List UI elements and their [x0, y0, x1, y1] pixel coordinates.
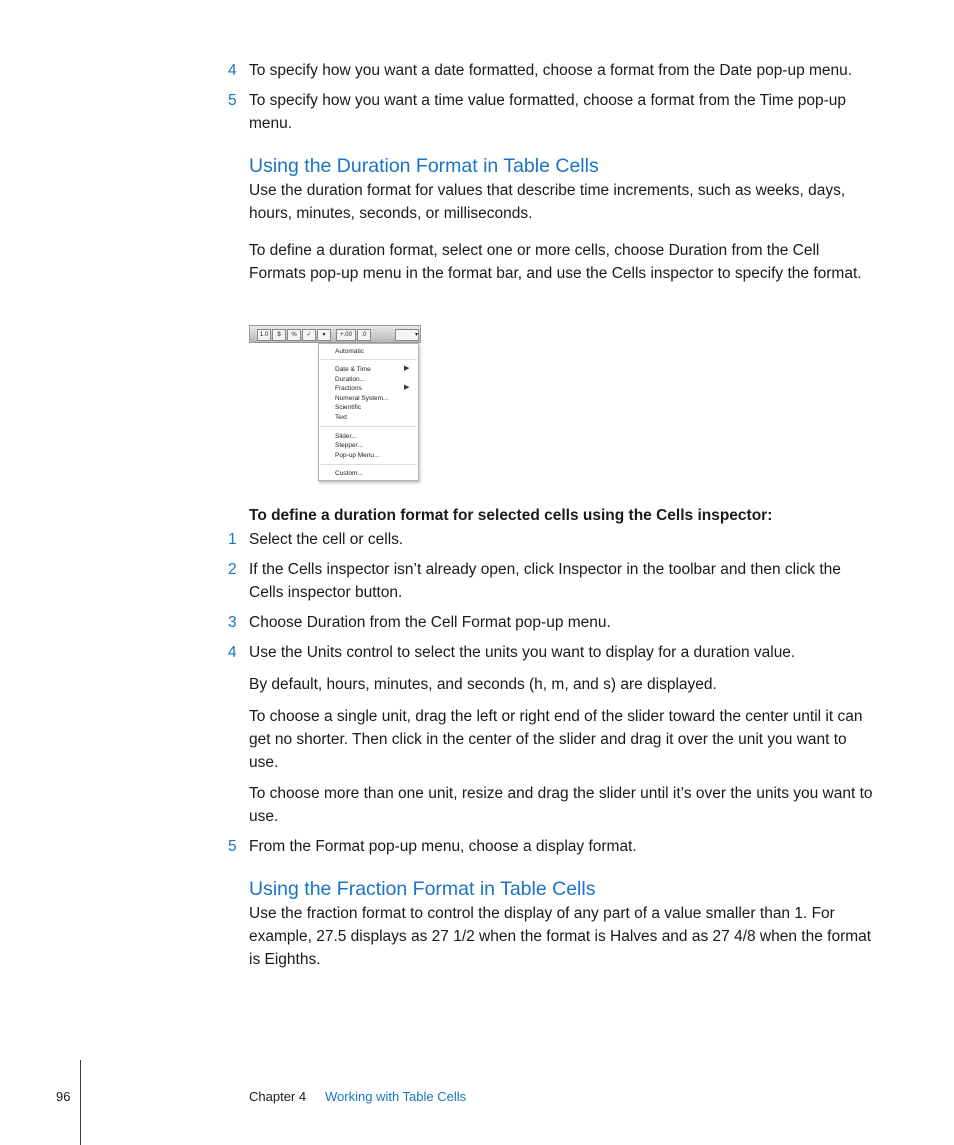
footer-divider [80, 1060, 81, 1145]
step-note: By default, hours, minutes, and seconds (h, m, and s) are displayed. [249, 676, 717, 693]
step-note: To choose more than one unit, resize and drag the slider until it’s over the units you want to use. [249, 785, 873, 825]
menu-separator [320, 426, 417, 427]
step-number: 3 [228, 614, 237, 631]
menu-item-automatic: Automatic [335, 348, 364, 355]
footer-chapter-title: Working with Table Cells [325, 1089, 467, 1104]
footer-chapter-label: Chapter 4 [249, 1089, 307, 1104]
step-text: From the Format pop-up menu, choose a display format. [249, 838, 637, 855]
menu-item-scientific: Scientific [335, 404, 362, 411]
submenu-arrow-icon: ▶ [404, 384, 410, 391]
menu-item-stepper: Stepper... [335, 442, 363, 449]
step-text: Select the cell or cells. [249, 531, 404, 548]
paragraph: Use the fraction format to control the display of any part of a value smaller than 1. For example, 27.5 displays as 27 1/2 when the format is Halves and as 27 4/8 when the format is Eighths. [249, 905, 872, 968]
menu-item-date-time: Date & Time [335, 366, 371, 373]
menu-item-slider: Slider... [335, 433, 357, 440]
page-number: 96 [56, 1089, 71, 1104]
step-number: 1 [228, 531, 237, 548]
step-text: To specify how you want a date formatted, choose a format from the Date pop-up menu. [249, 62, 853, 79]
menu-item-custom: Custom... [335, 470, 363, 477]
step-number: 2 [228, 561, 237, 578]
step-number: 5 [228, 92, 237, 109]
menu-item-text: Text [335, 414, 347, 421]
currency-format-button: $ [272, 329, 286, 341]
submenu-arrow-icon: ▶ [404, 365, 410, 372]
section-heading-fraction: Using the Fraction Format in Table Cells [249, 878, 596, 900]
menu-separator [320, 359, 417, 360]
step-text: If the Cells inspector isn’t already open, click Inspector in the toolbar and then click the Cells inspector button. [249, 561, 841, 601]
paragraph: To define a duration format, select one or more cells, choose Duration from the Cell Formats pop-up menu in the format bar, and use the Cells inspector to specify the format. [249, 242, 862, 282]
menu-item-fractions: Fractions [335, 385, 362, 392]
task-title: To define a duration format for selected cells using the Cells inspector: [249, 507, 773, 524]
menu-item-duration: Duration... [335, 376, 365, 383]
decrease-decimal-button: .0 [357, 329, 371, 341]
increase-decimal-button: +.00 [336, 329, 356, 341]
cell-formats-popup-menu [318, 343, 419, 481]
step-text: Choose Duration from the Cell Format pop-up menu. [249, 614, 611, 631]
cell-formats-popup-button: ▾ [317, 329, 331, 341]
step-text: To specify how you want a time value formatted, choose a format from the Time pop-up menu. [249, 92, 847, 132]
paragraph: Use the duration format for values that describe time increments, such as weeks, days, hours, minutes, seconds, or milliseconds. [249, 182, 846, 222]
format-bar-screenshot [249, 325, 421, 343]
menu-item-numeral-system: Numeral System... [335, 395, 389, 402]
step-number: 4 [228, 62, 237, 79]
decimal-format-button: 1.0 [257, 329, 271, 341]
cell-border-popup-button: ▾ [395, 329, 419, 341]
section-heading-duration: Using the Duration Format in Table Cells [249, 155, 599, 177]
percent-format-button: % [287, 329, 301, 341]
menu-separator [320, 464, 417, 465]
step-number: 5 [228, 838, 237, 855]
step-text: Use the Units control to select the units you want to display for a duration value. [249, 644, 796, 661]
menu-item-popup-menu: Pop-up Menu... [335, 452, 380, 459]
step-note: To choose a single unit, drag the left or right end of the slider toward the center until it can get no shorter. Then click in the center of the slider and drag it over the unit you want to use. [249, 708, 863, 771]
step-number: 4 [228, 644, 237, 661]
checkbox-format-button: ✓ [302, 329, 316, 341]
